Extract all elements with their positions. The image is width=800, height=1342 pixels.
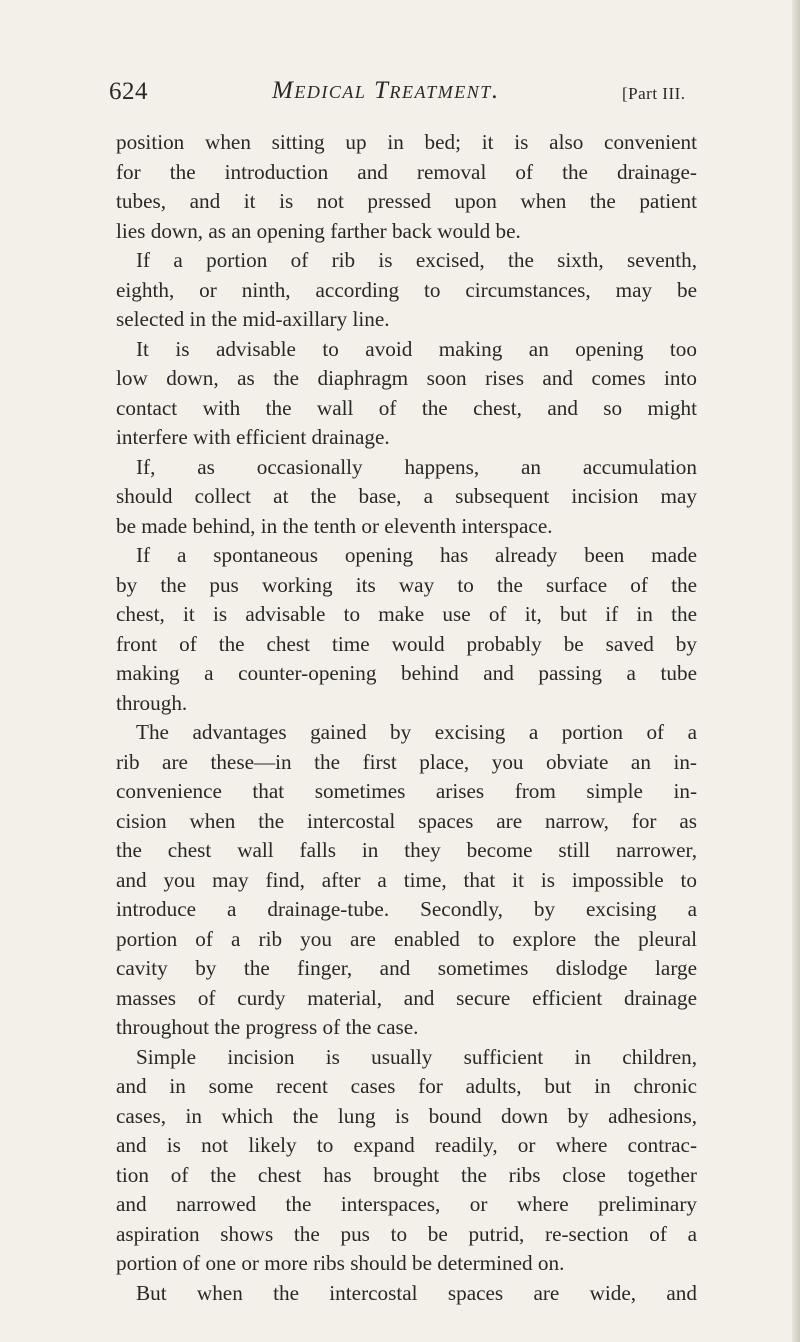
page-edge-shadow (792, 0, 800, 1342)
text-line: convenience that sometimes arises from simple in- (116, 779, 697, 803)
text-line: and narrowed the interspaces, or where preliminary (116, 1192, 697, 1216)
body-text (116, 128, 697, 1308)
text-line: the chest wall falls in they become still narrower, (116, 838, 697, 862)
text-line: cases, in which the lung is bound down by adhesions, (116, 1103, 697, 1128)
text-line: cision when the intercostal spaces are narrow, for as (116, 808, 697, 833)
text-line: portion of a rib you are enabled to explore the pleural (116, 926, 697, 951)
text-line: for the introduction and removal of the drainage- (116, 159, 697, 184)
text-line: But when the intercostal spaces are wide, and (136, 1280, 697, 1305)
text-line: lies down, as an opening farther back would be. (116, 218, 521, 243)
page-number: 624 (109, 78, 148, 105)
part-label: [Part III. (622, 84, 686, 103)
text-line: aspiration shows the pus to be putrid, re-section of a (116, 1221, 697, 1246)
text-line: low down, as the diaphragm soon rises and comes into (116, 366, 697, 390)
text-line: and in some recent cases for adults, but in chronic (116, 1074, 697, 1098)
text-line: masses of curdy material, and secure efficient drainage (116, 985, 697, 1010)
text-line: eighth, or ninth, according to circumstances, may be (116, 277, 697, 302)
text-line: portion of one or more ribs should be determined on. (116, 1251, 565, 1275)
text-line: If, as occasionally happens, an accumulation (136, 454, 697, 479)
text-line: making a counter-opening behind and passing a tube (116, 661, 697, 685)
text-line: front of the chest time would probably be saved by (116, 631, 697, 656)
text-line: interfere with efficient drainage. (116, 425, 390, 449)
text-line: tubes, and it is not pressed upon when the patient (116, 189, 697, 213)
text-line: introduce a drainage-tube. Secondly, by excising a (116, 897, 697, 921)
text-line: position when sitting up in bed; it is also convenient (116, 130, 697, 154)
text-line: It is advisable to avoid making an opening too (136, 336, 697, 361)
text-line: throughout the progress of the case. (116, 1015, 419, 1039)
text-line: If a portion of rib is excised, the sixth, seventh, (136, 248, 697, 272)
text-line: tion of the chest has brought the ribs close together (116, 1162, 697, 1187)
page-header (109, 78, 709, 112)
text-line: be made behind, in the tenth or eleventh interspace. (116, 513, 553, 538)
text-line: by the pus working its way to the surface of the (116, 572, 697, 597)
text-line: through. (116, 690, 188, 715)
running-title: Medical Treatment. (272, 77, 500, 104)
text-line: The advantages gained by excising a portion of a (136, 720, 697, 744)
text-line: should collect at the base, a subsequent incision may (116, 484, 697, 508)
text-line: selected in the mid-axillary line. (116, 307, 390, 331)
text-line: and you may find, after a time, that it is impossible to (116, 867, 697, 892)
text-line: If a spontaneous opening has already been made (136, 543, 697, 567)
text-line: contact with the wall of the chest, and so might (116, 395, 697, 420)
text-line: Simple incision is usually sufficient in children, (136, 1044, 697, 1069)
text-line: chest, it is advisable to make use of it, but if in the (116, 602, 697, 626)
text-line: cavity by the finger, and sometimes dislodge large (116, 956, 697, 980)
text-line: and is not likely to expand readily, or where contrac- (116, 1133, 697, 1157)
text-line: rib are these—in the first place, you obviate an in- (116, 749, 697, 774)
